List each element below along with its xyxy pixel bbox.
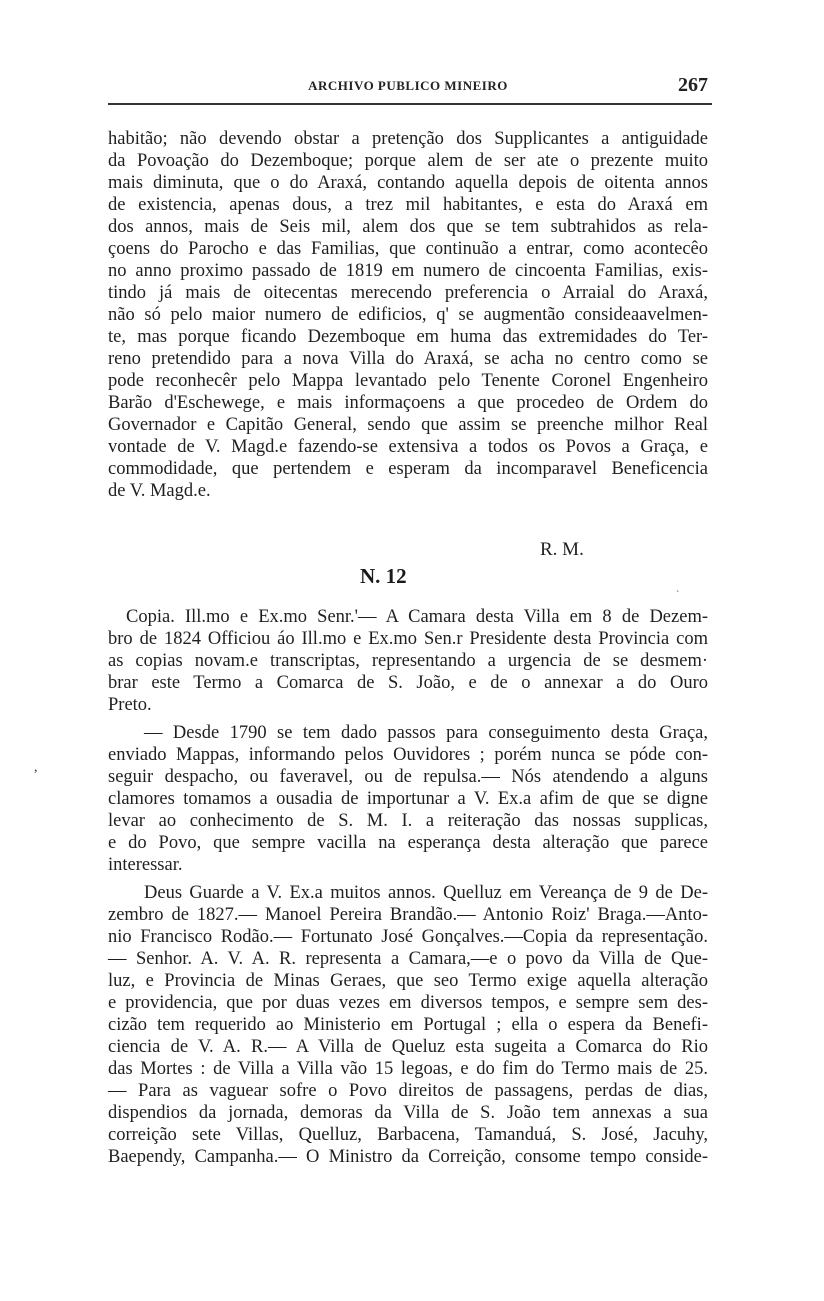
text-line: dispendios da jornada, demoras da Villa de S. João tem annexas a sua: [108, 1103, 708, 1123]
text-line: çoens do Parocho e das Familias, que continuão a entrar, como acontecêo: [108, 239, 708, 259]
text-line: Copia. Ill.mo e Ex.mo Senr.'— A Camara desta Villa em 8 de Dezem-: [126, 607, 708, 627]
text-line: zembro de 1827.— Manoel Pereira Brandão.— Antonio Roiz' Braga.—Anto-: [108, 905, 708, 925]
text-line: e providencia, que por duas vezes em diversos tempos, e sempre sem des-: [108, 993, 708, 1013]
text-line: nio Francisco Rodão.— Fortunato José Gonçalves.—Copia da representação.: [108, 927, 708, 947]
text-line: bro de 1824 Officiou áo Ill.mo e Ex.mo Sen.r Presidente desta Provincia com: [108, 629, 708, 649]
text-line: reno pretendido para a nova Villa do Araxá, se acha no centro como se: [108, 349, 708, 369]
stray-mark: `: [676, 590, 680, 601]
text-line: brar este Termo a Comarca de S. João, e de o annexar a do Ouro: [108, 673, 708, 693]
text-line: pode reconhecêr pelo Mappa levantado pelo Tenente Coronel Engenheiro: [108, 371, 708, 391]
text-line: as copias novam.e transcriptas, representando a urgencia de se desmem·: [108, 651, 708, 671]
text-line: Preto.: [108, 695, 152, 715]
text-line: de existencia, apenas dous, a trez mil habitantes, e esta do Araxá em: [108, 195, 708, 215]
text-line: interessar.: [108, 855, 183, 875]
text-line: — Senhor. A. V. A. R. representa a Camara,—e o povo da Villa de Que-: [108, 949, 708, 969]
text-line: tindo já mais de oitecentas merecendo preferencia o Arraial do Araxá,: [108, 283, 708, 303]
running-title: ARCHIVO PUBLICO MINEIRO: [308, 78, 508, 93]
text-line: enviado Mappas, informando pelos Ouvidores ; porém nunca se póde con-: [108, 745, 708, 765]
text-line: vontade de V. Magd.e fazendo-se extensiva a todos os Povos a Graça, e: [108, 437, 708, 457]
text-line: commodidade, que pertendem e esperam da incomparavel Beneficencia: [108, 459, 708, 479]
page-header: [108, 76, 708, 102]
text-line: seguir despacho, ou faveravel, ou de repulsa.— Nós atendendo a alguns: [108, 767, 708, 787]
page-number: 267: [678, 74, 708, 96]
text-line: cizão tem requerido ao Ministerio em Portugal ; ella o espera da Benefi-: [108, 1015, 708, 1035]
header-rule: [108, 103, 712, 105]
text-line: luz, e Provincia de Minas Geraes, que seo Termo exige aquella alteração: [108, 971, 708, 991]
text-line: da Povoação do Dezemboque; porque alem de ser ate o prezente muito: [108, 151, 708, 171]
text-line: não só pelo maior numero de edificios, q' se augmentão consideaavelmen-: [108, 305, 708, 325]
text-line: te, mas porque ficando Dezemboque em huma das extremidades do Ter-: [108, 327, 708, 347]
text-line: dos annos, mais de Seis mil, alem dos que se tem subtrahidos as rela-: [108, 217, 708, 237]
text-line: Governador e Capitão General, sendo que assim se preenche milhor Real: [108, 415, 708, 435]
text-line: habitão; não devendo obstar a pretenção dos Supplicantes a antiguidade: [108, 129, 708, 149]
text-line: ciencia de V. A. R.— A Villa de Queluz esta sugeita a Comarca do Rio: [108, 1037, 708, 1057]
text-line: de V. Magd.e.: [108, 481, 211, 501]
text-line: levar ao conhecimento de S. M. I. a reiteração das nossas supplicas,: [108, 811, 708, 831]
text-line: e do Povo, que sempre vacilla na esperança desta alteração que parece: [108, 833, 708, 853]
text-line: mais diminuta, que o do Araxá, contando aquella depois de oitenta annos: [108, 173, 708, 193]
text-line: Baependy, Campanha.— O Ministro da Correição, consome tempo conside-: [108, 1147, 708, 1167]
text-line: no anno proximo passado de 1819 em numero de cincoenta Familias, exis-: [108, 261, 708, 281]
text-line: — Desde 1790 se tem dado passos para conseguimento desta Graça,: [144, 723, 708, 743]
text-line: correição sete Villas, Quelluz, Barbacena, Tamanduá, S. José, Jacuhy,: [108, 1125, 708, 1145]
document-number-heading: N. 12: [360, 564, 407, 588]
signature-rm: R. M.: [540, 539, 584, 560]
text-line: Barão d'Eschewege, e mais informaçoens a que procedeo de Ordem do: [108, 393, 708, 413]
text-line: clamores tomamos a ousadia de importunar a V. Ex.a afim de que se digne: [108, 789, 708, 809]
text-line: — Para as vaguear sofre o Povo direitos de passagens, perdas de dias,: [108, 1081, 708, 1101]
margin-mark: ,: [34, 760, 38, 775]
text-line: Deus Guarde a V. Ex.a muitos annos. Quelluz em Vereança de 9 de De-: [144, 883, 708, 903]
text-line: das Mortes : de Villa a Villa vão 15 legoas, e do fim do Termo mais de 25.: [108, 1059, 708, 1079]
